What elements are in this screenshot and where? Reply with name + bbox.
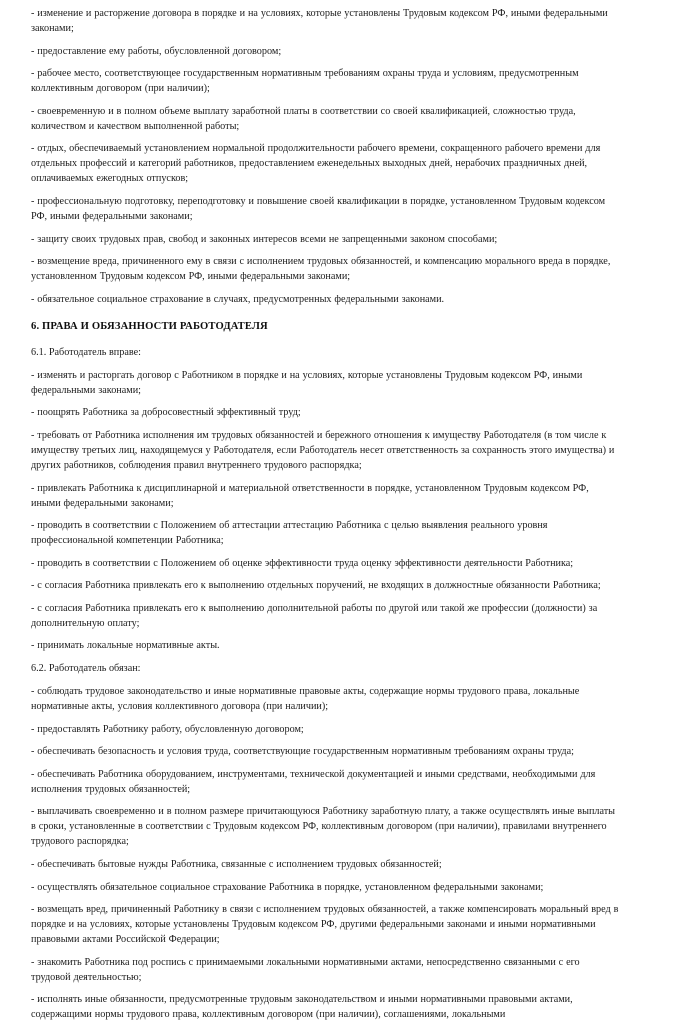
subsection-6-2 bbox=[31, 661, 620, 1022]
clause-paragraph: - изменение и расторжение договора в порядке и на условиях, которые установлены Трудовым кодексом РФ, иными федеральными законами; bbox=[31, 8, 608, 35]
clause-paragraph: - рабочее место, соответствующее государственным нормативным требованиям охраны труда и условиям, предусмотренным коллективным договором (при наличии); bbox=[31, 68, 579, 95]
clause-paragraph: - проводить в соответствии с Положением об оценке эффективности труда оценку эффективности деятельности Работника; bbox=[31, 557, 574, 569]
clause-paragraph: - с согласия Работника привлекать его к выполнению отдельных поручений, не входящих в должностные обязанности Работника; bbox=[31, 580, 601, 592]
clause-paragraph: - принимать локальные нормативные акты. bbox=[31, 640, 220, 652]
clause-paragraph: - исполнять иные обязанности, предусмотренные трудовым законодательством и иными нормативными правовыми актами, содержащими нормы трудового права, коллективным договором (при наличии), соглашениями, локальными bbox=[31, 994, 573, 1021]
clause-paragraph: - проводить в соответствии с Положением об аттестации аттестацию Работника с целью выявления реального уровня профессиональной компетенции Работника; bbox=[31, 520, 548, 547]
clause-paragraph: - выплачивать своевременно и в полном размере причитающуюся Работнику заработную плату, а также осуществлять иные выплаты в сроки, установленные в соответствии с Трудовым кодексом РФ, коллективным договором (при наличии), правилами внутреннего трудового распорядка; bbox=[31, 806, 616, 848]
clause-paragraph: - с согласия Работника привлекать его к выполнению дополнительной работы по другой или такой же профессии (должности) за дополнительную оплату; bbox=[31, 602, 598, 629]
clause-paragraph: - требовать от Работника исполнения им трудовых обязанностей и бережного отношения к имуществу Работодателя (в том числе к имуществу третьих лиц, находящемуся у Работодателя, если Работодатель несет ответственность за сохранность этого имущества) и других работников, соблюдения правил внутреннего трудового распорядка; bbox=[31, 429, 615, 472]
clause-paragraph: - предоставлять Работнику работу, обусловленную договором; bbox=[31, 723, 304, 735]
clause-paragraph: - профессиональную подготовку, переподготовку и повышение своей квалификации в порядке, установленном Трудовым кодексом РФ, иными федеральными законами; bbox=[31, 195, 606, 223]
clause-paragraph: - поощрять Работника за добросовестный эффективный труд; bbox=[31, 407, 301, 419]
subsection-lead-6-1: 6.1. Работодатель вправе: bbox=[31, 346, 141, 358]
clause-paragraph: - изменять и расторгать договор с Работником в порядке и на условиях, которые установлены Трудовым кодексом РФ, иными федеральными законами; bbox=[31, 369, 583, 396]
subsection-lead-6-2: 6.2. Работодатель обязан: bbox=[31, 663, 141, 674]
clause-paragraph: - осуществлять обязательное социальное страхование Работника в порядке, установленном федеральными законами; bbox=[31, 881, 544, 893]
employee-rights-list bbox=[31, 6, 620, 307]
clause-paragraph: - знакомить Работника под роспись с принимаемыми локальными нормативными актами, непосредственно связанными с его трудовой деятельностью; bbox=[31, 956, 580, 983]
clause-paragraph: - привлекать Работника к дисциплинарной и материальной ответственности в порядке, установленном Трудовым кодексом РФ, иными федеральными законами; bbox=[31, 482, 589, 509]
clause-paragraph: - обеспечивать Работника оборудованием, инструментами, технической документацией и иными средствами, необходимыми для исполнения трудовых обязанностей; bbox=[31, 768, 596, 795]
subsection-6-1 bbox=[31, 345, 620, 654]
clause-paragraph: - защиту своих трудовых прав, свобод и законных интересов всеми не запрещенными законом способами; bbox=[31, 233, 498, 245]
section-heading-6: 6. ПРАВА И ОБЯЗАННОСТИ РАБОТОДАТЕЛЯ bbox=[31, 320, 268, 332]
clause-paragraph: - своевременную и в полном объеме выплату заработной платы в соответствии со своей квалификацией, сложностью труда, количеством и качеством выполненной работы; bbox=[31, 105, 576, 132]
clause-paragraph: - предоставление ему работы, обусловленной договором; bbox=[31, 45, 282, 57]
clause-paragraph: - возмещение вреда, причиненного ему в связи с исполнением трудовых обязанностей, и компенсацию морального вреда в порядке, установленном Трудовым кодексом РФ, иными федеральными законами; bbox=[31, 256, 611, 283]
clause-paragraph: - обеспечивать бытовые нужды Работника, связанные с исполнением трудовых обязанностей; bbox=[31, 858, 442, 870]
clause-paragraph: - соблюдать трудовое законодательство и иные нормативные правовые акты, содержащие нормы трудового права, локальные нормативные акты, условия коллективного договора (при наличии); bbox=[31, 686, 580, 713]
clause-paragraph: - возмещать вред, причиненный Работнику в связи с исполнением трудовых обязанностей, а также компенсировать моральный вред в порядке и на условиях, которые установлены Трудовым кодексом РФ, другими федеральными законами и иными нормативными правовыми актами Российской Федерации; bbox=[31, 904, 619, 946]
clause-paragraph: - отдых, обеспечиваемый установлением нормальной продолжительности рабочего времени, сокращенного рабочего времени для отдельных профессий и категорий работников, предоставлением еженедельных выходных дней, нерабочих праздничных дней, оплачиваемых ежегодных отпусков; bbox=[31, 143, 601, 185]
clause-paragraph: - обеспечивать безопасность и условия труда, соответствующие государственным нормативным требованиям охраны труда; bbox=[31, 746, 574, 758]
document-body bbox=[31, 6, 620, 1022]
clause-paragraph: - обязательное социальное страхование в случаях, предусмотренных федеральными законами. bbox=[31, 293, 445, 305]
